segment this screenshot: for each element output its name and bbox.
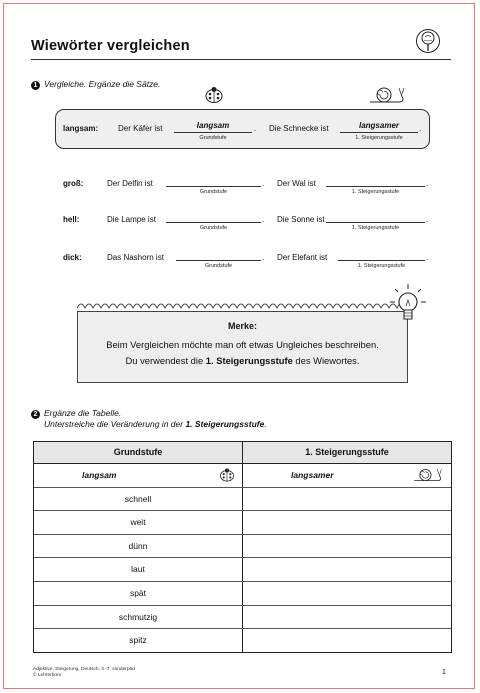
exercise-hint2: 1. Steigerungsstufe xyxy=(351,189,400,195)
footer-credits: Adjektive, Steigerung, Deutsch, 4.-7. sonderpäd © Lehrerbüro xyxy=(33,667,135,678)
example-label: langsam: xyxy=(63,124,99,133)
steigerung-answer-cell[interactable] xyxy=(243,629,451,652)
lightbulb-icon xyxy=(388,282,428,328)
example-sentence1-prefix: Der Käfer ist xyxy=(118,124,163,133)
task-number-badge: 1 xyxy=(31,81,40,90)
exercise-sentence1: Das Nashorn ist xyxy=(107,253,164,262)
ladybug-icon xyxy=(218,467,236,483)
period: . xyxy=(426,253,429,262)
example-blank2 xyxy=(340,132,418,133)
exercise-label: groß: xyxy=(63,179,84,188)
task2-instruction-line2: Unterstreiche die Veränderung in der 1. Steigerungsstufe. xyxy=(44,419,267,429)
merke-box xyxy=(77,311,408,383)
merke-line2: Du verwendest die 1. Steigerungsstufe des Wiewortes. xyxy=(125,355,360,366)
answer-blank[interactable] xyxy=(166,186,261,187)
header-grundstufe: Grundstufe xyxy=(34,442,243,463)
snail-icon xyxy=(366,85,406,105)
period: . xyxy=(419,124,422,133)
task1-instruction: 1 Vergleiche. Ergänze die Sätze. xyxy=(31,79,160,90)
answer-blank[interactable] xyxy=(338,260,425,261)
exercise-hint2: 1. Steigerungsstufe xyxy=(357,263,406,269)
grundstufe-cell: dünn xyxy=(34,535,243,558)
exercise-hint1: Grundstufe xyxy=(204,263,233,269)
exercise-label: hell: xyxy=(63,215,80,224)
example-hint1: Grundstufe xyxy=(199,135,227,141)
exercise-sentence1: Der Delfin ist xyxy=(107,179,153,188)
grundstufe-cell: laut xyxy=(34,558,243,581)
table-row xyxy=(34,488,451,512)
period: . xyxy=(426,179,429,188)
task2-instruction-line1: 2 Ergänze die Tabelle. xyxy=(31,408,121,419)
table-row xyxy=(34,629,451,652)
grundstufe-cell: schmutzig xyxy=(34,606,243,629)
example-answer1: langsam xyxy=(196,121,230,130)
steigerung-answer-cell[interactable] xyxy=(243,582,451,605)
exercise-hint1: Grundstufe xyxy=(199,225,228,231)
exercise-label: dick: xyxy=(63,253,82,262)
period: . xyxy=(262,179,265,188)
wave-border-decoration xyxy=(77,298,408,312)
answer-blank[interactable] xyxy=(326,186,425,187)
table-row xyxy=(34,558,451,582)
task-number-badge: 2 xyxy=(31,410,40,419)
merke-title: Merke: xyxy=(227,321,257,331)
steigerung-answer-cell[interactable] xyxy=(243,511,451,534)
table-header xyxy=(34,442,451,464)
example-answer2: langsamer xyxy=(358,121,400,130)
page-title: Wiewörter vergleichen xyxy=(31,38,190,54)
example-cell-grundstufe: langsam xyxy=(34,464,243,487)
exercise-sentence2: Die Sonne ist xyxy=(277,215,325,224)
page-number: 1 xyxy=(442,669,446,676)
period: . xyxy=(262,253,265,262)
header-steigerungsstufe: 1. Steigerungsstufe xyxy=(305,447,389,457)
table-row xyxy=(34,606,451,630)
example-hint2: 1. Steigerungsstufe xyxy=(355,135,403,141)
example-blank1 xyxy=(174,132,252,133)
merke-line1: Beim Vergleichen möchte man oft etwas Ungleiches beschreiben. xyxy=(106,339,379,350)
title-divider xyxy=(31,59,451,60)
example-sentence2-prefix: Die Schnecke ist xyxy=(269,124,329,133)
period: . xyxy=(426,215,429,224)
grundstufe-cell: spät xyxy=(34,582,243,605)
table-row xyxy=(34,582,451,606)
snail-icon xyxy=(411,466,443,484)
table-row-example xyxy=(34,464,451,488)
table-row xyxy=(34,511,451,535)
grundstufe-cell: spitz xyxy=(34,629,243,652)
steigerung-answer-cell[interactable] xyxy=(243,606,451,629)
grundstufe-cell: weit xyxy=(34,511,243,534)
exercise-sentence2: Der Wal ist xyxy=(277,179,316,188)
exercise-sentence2: Der Elefant ist xyxy=(277,253,328,262)
table-row xyxy=(34,535,451,559)
ladybug-icon xyxy=(203,86,225,104)
answer-blank[interactable] xyxy=(176,260,261,261)
exercise-hint2: 1. Steigerungsstufe xyxy=(351,225,400,231)
answer-blank[interactable] xyxy=(166,222,261,223)
comparison-table xyxy=(33,441,452,653)
tree-in-circle-icon xyxy=(415,28,441,54)
answer-blank[interactable] xyxy=(326,222,425,223)
steigerung-answer-cell[interactable] xyxy=(243,535,451,558)
steigerung-answer-cell[interactable] xyxy=(243,488,451,511)
steigerung-answer-cell[interactable] xyxy=(243,558,451,581)
exercise-sentence1: Die Lampe ist xyxy=(107,215,156,224)
grundstufe-cell: schnell xyxy=(34,488,243,511)
example-cell-steigerungsstufe: langsamer xyxy=(243,464,451,487)
exercise-hint1: Grundstufe xyxy=(199,189,228,195)
period: . xyxy=(262,215,265,224)
period: . xyxy=(254,124,257,133)
